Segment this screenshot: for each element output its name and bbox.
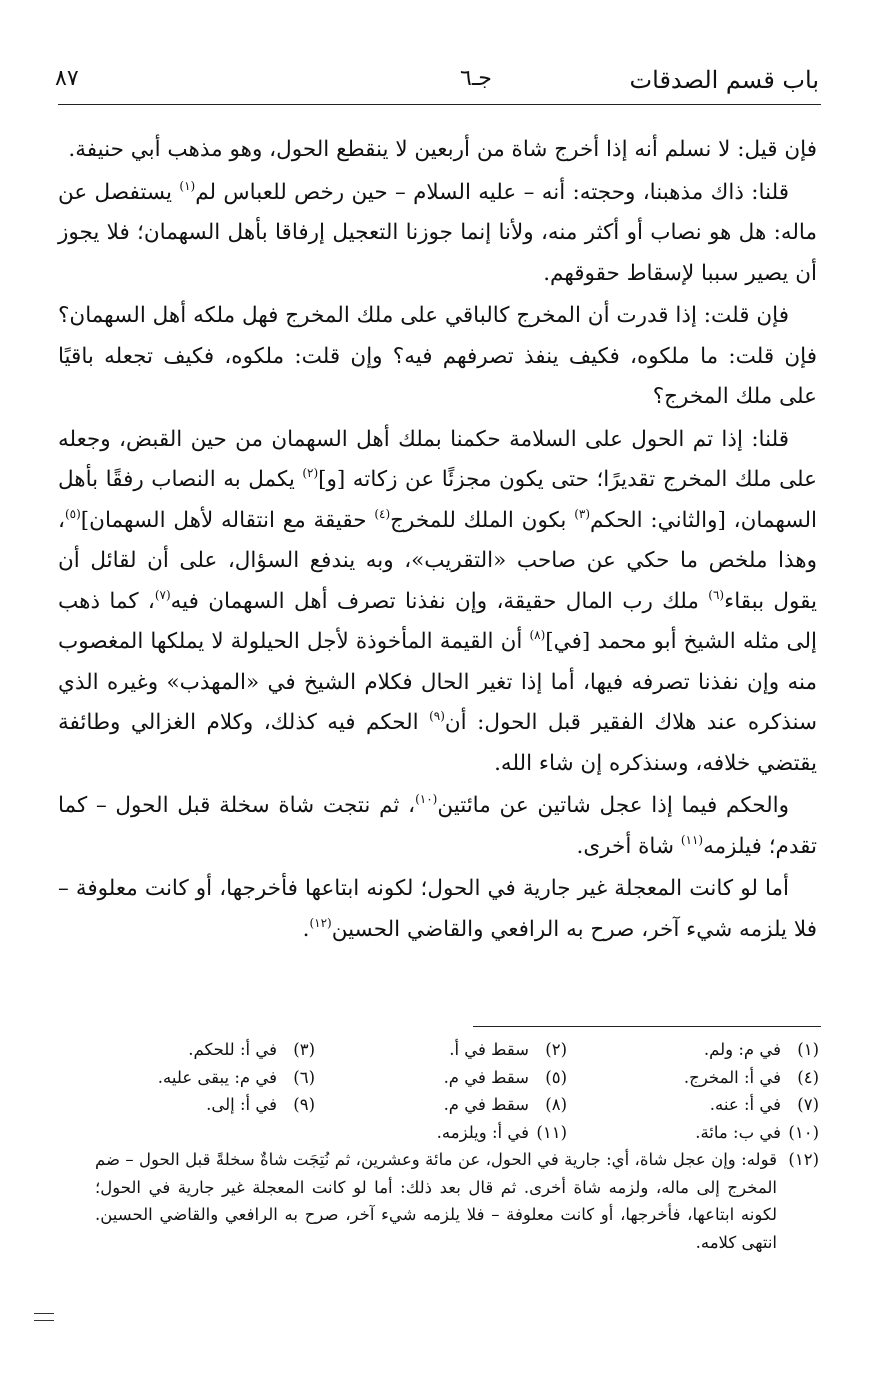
footnote-text: في أ: المخرج. — [683, 1067, 781, 1087]
text-run: قلنا: ذاك مذهبنا، وحجته: أنه – عليه السلام – حين رخص للعباس لم — [195, 179, 789, 205]
footnote-item — [567, 1091, 819, 1119]
paragraph — [58, 786, 817, 867]
footnote-number: (٤) — [797, 1067, 819, 1087]
text-run: والحكم فيما إذا عجل شاتين عن مائتين — [437, 793, 789, 818]
text-run: بكون الملك للمخرج — [390, 507, 575, 533]
footnote-item — [567, 1064, 819, 1092]
text-run: يستفصل عن ماله: هل هو نصاب أو أكثر منه، ولأنا إنما جوزنا التعجيل إرفاقا بأهل السهمان؛ فلا يجوز أن يصير سببا لإسقاط حقوقهم. — [58, 179, 817, 286]
footnote-number: (٣) — [293, 1040, 315, 1059]
text-run: يكمل به النصاب رفقًا بأهل السهمان، [والثاني: الحكم — [58, 467, 817, 533]
text-run: أما لو كانت المعجلة غير جارية في الحول؛ لكونه ابتاعها فأخرجها، أو كانت معلوفة – فلا يلزمه شيء آخر، صرح به الرافعي والقاضي الحسين — [58, 876, 817, 942]
footnote-item — [95, 1036, 315, 1064]
paragraph — [58, 296, 817, 418]
footnote-number: (١١) — [536, 1122, 567, 1142]
footnotes — [95, 1036, 819, 1256]
text-run: أن القيمة المأخوذة لأجل الحيلولة لا يملكها المغصوب منه وإن نفذنا تصرفه فيها، أما إذا تغير الحال فكلام الشيخ في «المهذب» وغيره الذي سنذكره عند هلاك الفقير قبل الحول: أن — [58, 629, 817, 735]
header-rule — [58, 104, 821, 105]
margin-mark — [34, 1313, 54, 1321]
footnote-ref: (٣) — [574, 506, 591, 521]
footnote-text: قوله: وإن عجل شاة، أي: جارية في الحول، عن مائة وعشرين، ثم نُتِجَت شاةٌ سخلةً قبل الحول – ضم المخرج إلى ماله، ولزمه شاة أخرى. ثم قال بعد ذلك: أما لو كانت المعجلة غير جارية في الحول؛ لكونه ابتاعها، فأخرجها، أو كانت معلوفة – فلا يلزمه شيء آخر، صرح به الرافعي والقاضي الحسين. انتهى كلامه. — [95, 1150, 777, 1252]
footnote-text: في م: يبقى عليه. — [157, 1067, 277, 1087]
footnote-text: في أ: ويلزمه. — [436, 1122, 529, 1142]
footnote-ref: (٦) — [708, 587, 725, 602]
footnote-text: في أ: عنه. — [709, 1095, 781, 1114]
text-run: ، ثم نتجت شاة سخلة قبل الحول – كما تقدم؛ فيلزمه — [58, 793, 817, 859]
text-run: ملك رب المال حقيقة، وإن نفذنا تصرف أهل السهمان فيه — [170, 588, 709, 614]
footnote-item — [567, 1036, 819, 1064]
footnote-item — [95, 1091, 315, 1119]
footnote-number: (٦) — [293, 1067, 315, 1087]
footnote-ref: (٧) — [154, 587, 171, 602]
footnote-item — [315, 1064, 567, 1092]
text-run: . — [302, 916, 310, 942]
text-run: ، وهذا ملخص ما حكي عن صاحب «التقريب»، وبه يندفع السؤال، على أن لقائل أن يقول ببقاء — [58, 507, 817, 614]
footnote-ref: (١) — [179, 178, 196, 193]
footnote-number: (٨) — [545, 1095, 567, 1114]
footnote-text: سقط في م. — [443, 1095, 529, 1114]
footnote-item — [95, 1064, 315, 1092]
text-run: الحكم فيه كذلك، وكلام الغزالي وطائفة يقتضي خلافه، وسنذكره إن شاء الله. — [58, 710, 817, 776]
page-number: ٨٧ — [55, 66, 79, 91]
text-run: فإن قلت: إذا قدرت أن المخرج كالباقي على ملك المخرج فهل ملكه أهل السهمان؟ فإن قلت: ما ملكوه، فكيف ينفذ تصرفهم فيه؟ وإن قلت: ملكوه، فكيف تجعله باقيًا على ملك المخرج؟ — [58, 303, 817, 409]
footnote-ref: (١٢) — [309, 915, 332, 930]
footnote-ref: (٨) — [529, 628, 546, 642]
footnote-grid — [95, 1036, 819, 1146]
footnote-ref: (٥) — [64, 506, 81, 521]
footnote-number: (٢) — [545, 1040, 567, 1059]
text-run: فإن قيل: لا نسلم أنه إذا أخرج شاة من أربعين لا ينقطع الحول، وهو مذهب أبي حنيفة. — [68, 137, 817, 162]
footnote-item — [567, 1119, 819, 1147]
footnote-text: في ب: مائة. — [695, 1122, 781, 1142]
footnote-ref: (٢) — [302, 466, 319, 480]
footnote-ref: (١٠) — [415, 792, 438, 806]
footnote-text: في م: ولم. — [703, 1040, 781, 1059]
paragraph — [58, 173, 817, 295]
volume-label: جـ٦ — [460, 66, 492, 91]
running-header — [55, 62, 819, 102]
footnote-text: سقط في أ. — [449, 1040, 529, 1059]
paragraph — [58, 420, 817, 785]
footnote-12 — [95, 1146, 819, 1256]
text-run: حقيقة مع انتقاله لأهل السهمان] — [80, 507, 375, 533]
footnote-item — [315, 1036, 567, 1064]
text-run: ، كما ذهب إلى مثله الشيخ أبو محمد [في] — [58, 588, 818, 654]
footnote-separator — [473, 1026, 821, 1027]
paragraph — [58, 130, 817, 171]
footnote-number: (٧) — [797, 1095, 819, 1114]
footnote-number: (١) — [797, 1040, 819, 1059]
footnote-ref: (٩) — [429, 709, 445, 723]
footnote-ref: (١١) — [680, 832, 704, 847]
footnote-number: (٥) — [545, 1067, 567, 1087]
footnote-text: في أ: للحكم. — [188, 1040, 277, 1059]
footnote-number: (٩) — [293, 1095, 315, 1114]
main-text — [58, 130, 817, 950]
footnote-number: (١٠) — [788, 1122, 819, 1142]
text-run: قلنا: إذا تم الحول على السلامة حكمنا بملك أهل السهمان من حين القبض، وجعله على ملك المخرج تقديرًا؛ حتى يكون مجزئًا عن زكاته [و] — [58, 426, 817, 492]
footnote-item — [315, 1119, 567, 1147]
footnote-ref: (٤) — [374, 506, 391, 521]
footnote-text: في أ: إلى. — [206, 1095, 277, 1114]
chapter-title: باب قسم الصدقات — [629, 66, 819, 94]
footnote-number: (١٢) — [788, 1150, 819, 1169]
footnote-text: سقط في م. — [443, 1067, 529, 1087]
footnote-item — [315, 1091, 567, 1119]
paragraph — [58, 869, 817, 950]
text-run: شاة أخرى. — [576, 833, 681, 859]
